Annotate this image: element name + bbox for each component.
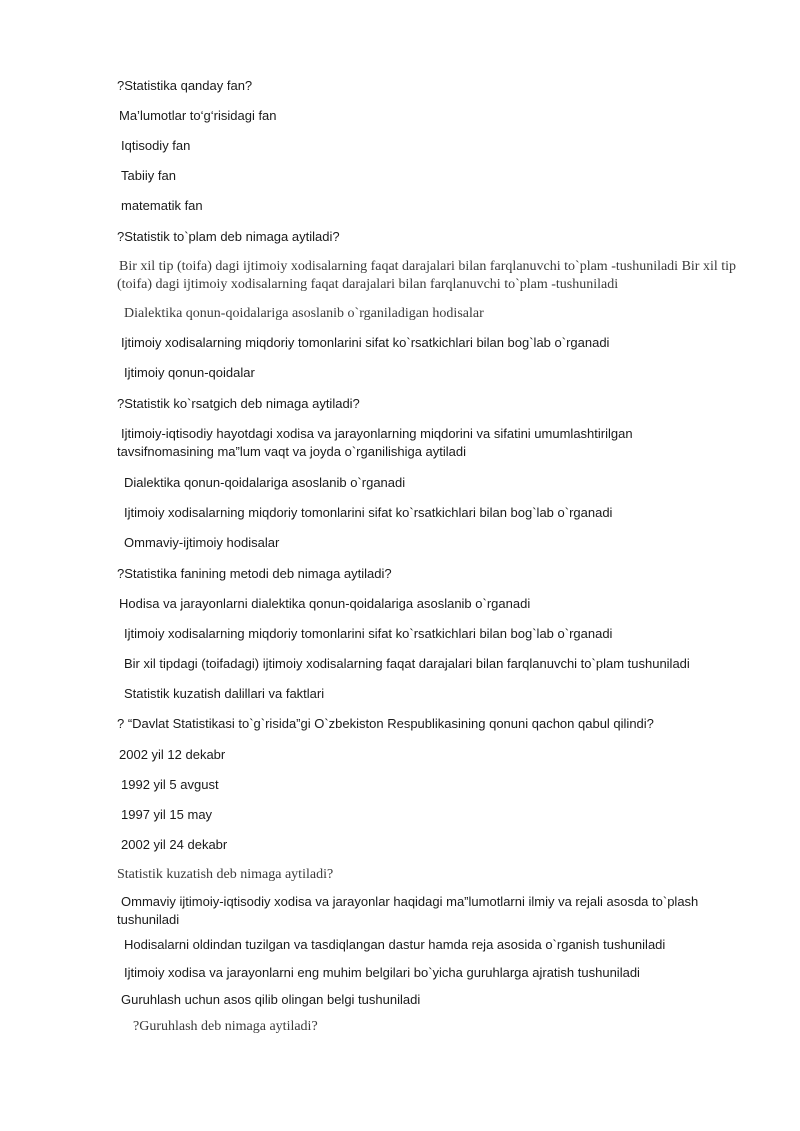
question-text: ?Guruhlash deb nimaga aytiladi? [133, 1019, 318, 1034]
answer-option: 2002 yil 24 dekabr [121, 837, 228, 852]
answer-option: Guruhlash uchun asos qilib olingan belgi tushuniladi [121, 992, 421, 1007]
answer-option: Iqtisodiy fan [121, 138, 191, 153]
answer-option: Ijtimoiy-iqtisodiy hayotdagi xodisa va jarayonlarning miqdorini va sifatini umumlashtirilgan tavsifnomasining ma”lum vaqt va joyda o`rganilishiga aytiladi [117, 426, 633, 459]
answer-option: Tabiiy fan [121, 168, 176, 183]
answer-option: Bir xil tip (toifa) dagi ijtimoiy xodisalarning faqat darajalari bilan farqlanuvchi to`plam -tushuniladi Bir xil tip (toifa) dagi ijtimoiy xodisalarning faqat darajalari bilan farqlanuvchi to`plam -tushuniladi [117, 259, 737, 292]
answer-option: Ijtimoiy xodisa va jarayonlarni eng muhim belgilari bo`yicha guruhlarga ajratish tushuniladi [124, 965, 640, 980]
question-text: ?Statistika qanday fan? [117, 78, 253, 93]
answer-option: 1997 yil 15 may [121, 807, 213, 822]
question-text: ?Statistik ko`rsatgich deb nimaga aytiladi? [117, 396, 360, 411]
answer-option: Ommaviy ijtimoiy-iqtisodiy xodisa va jarayonlar haqidagi ma”lumotlarni ilmiy va rejali asosda to`plash tushuniladi [117, 894, 699, 927]
answer-option: Ma’lumotlar to‘g‘risidagi fan [119, 108, 277, 123]
answer-option: 2002 yil 12 dekabr [119, 747, 226, 762]
question-text: ?Statistik to`plam deb nimaga aytiladi? [117, 229, 340, 244]
answer-option: Bir xil tipdagi (toifadagi) ijtimoiy xodisalarning faqat darajalari bilan farqlanuvchi to`plam tushuniladi [124, 656, 690, 671]
answer-option: Ijtimoiy xodisalarning miqdoriy tomonlarini sifat ko`rsatkichlari bilan bog`lab o`rganadi [121, 335, 610, 350]
answer-option: Dialektika qonun-qoidalariga asoslanib o`rganadi [124, 475, 406, 490]
answer-option: Hodisa va jarayonlarni dialektika qonun-qoidalariga asoslanib o`rganadi [119, 596, 531, 611]
question-text: ?Statistika fanining metodi deb nimaga aytiladi? [117, 566, 392, 581]
answer-option: matematik fan [121, 198, 203, 213]
answer-option: Ijtimoiy xodisalarning miqdoriy tomonlarini sifat ko`rsatkichlari bilan bog`lab o`rganadi [124, 626, 613, 641]
question-text: Statistik kuzatish deb nimaga aytiladi? [117, 867, 334, 882]
answer-option: Ijtimoiy qonun-qoidalar [124, 365, 255, 380]
answer-option: Hodisalarni oldindan tuzilgan va tasdiqlangan dastur hamda reja asosida o`rganish tushuniladi [124, 937, 666, 952]
answer-option: Dialektika qonun-qoidalariga asoslanib o`rganiladigan hodisalar [124, 306, 484, 321]
answer-option: Statistik kuzatish dalillari va faktlari [124, 686, 325, 701]
answer-option: Ijtimoiy xodisalarning miqdoriy tomonlarini sifat ko`rsatkichlari bilan bog`lab o`rganadi [124, 505, 613, 520]
answer-option: Ommaviy-ijtimoiy hodisalar [124, 535, 280, 550]
question-text: ? “Davlat Statistikasi to`g`risida”gi O`zbekiston Respublikasining qonuni qachon qabul qilindi? [117, 716, 654, 731]
answer-option: 1992 yil 5 avgust [121, 777, 219, 792]
